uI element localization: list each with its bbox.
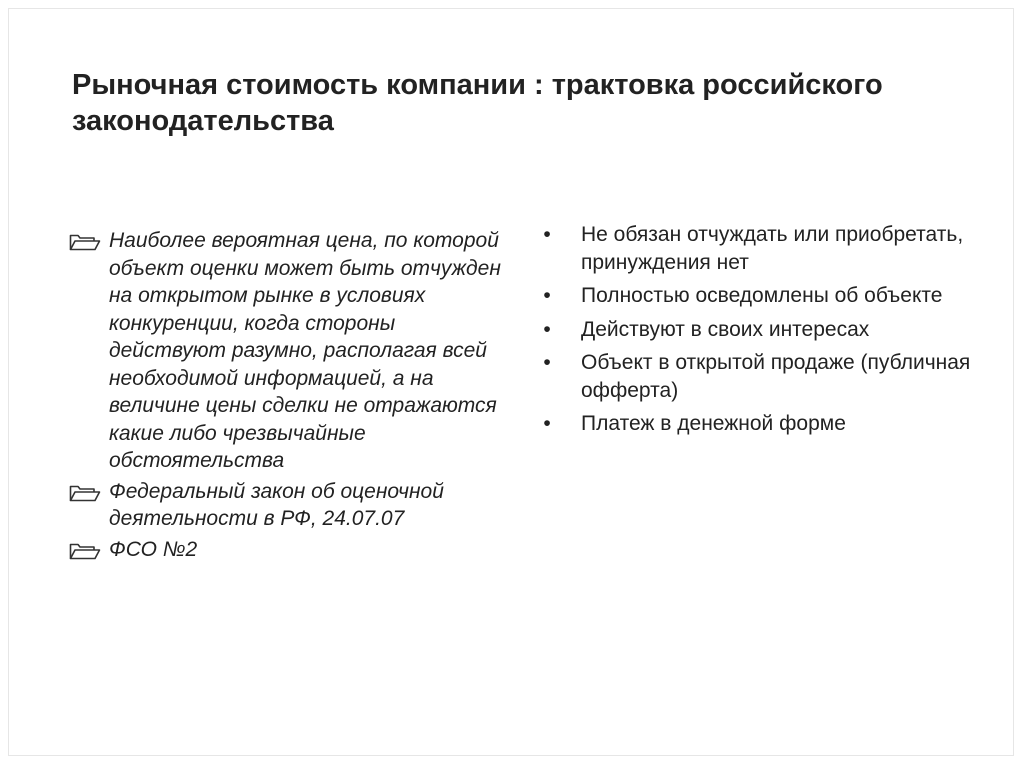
right-item-text: Полностью осведомлены об объекте bbox=[581, 284, 943, 307]
left-list-item bbox=[69, 478, 509, 533]
right-list-item bbox=[539, 282, 1009, 310]
open-folder-icon bbox=[69, 542, 101, 560]
slide bbox=[8, 8, 1014, 756]
left-item-text: Наиболее вероятная цена, по которой объект оценки может быть отчужден на открытом рынке в условиях конкуренции, когда стороны действуют разумно, располагая всей необходимой информацией, а на величине цены сделки не отражаются какие либо чрезвычайные обстоятельства bbox=[109, 229, 501, 472]
right-list-item bbox=[539, 221, 1009, 276]
open-folder-icon bbox=[69, 233, 101, 251]
bullet-icon: • bbox=[543, 317, 551, 341]
bullet-icon: • bbox=[543, 223, 551, 246]
left-list-item bbox=[69, 536, 509, 564]
open-folder-icon bbox=[69, 484, 101, 502]
right-list-item bbox=[539, 349, 1009, 404]
bullet-icon: • bbox=[543, 351, 551, 374]
left-list-item bbox=[69, 227, 509, 475]
slide-title: Рыночная стоимость компании : трактовка российского законодательства bbox=[72, 69, 883, 137]
right-list-item bbox=[539, 316, 1009, 344]
right-list-item bbox=[539, 410, 1009, 438]
right-item-text: Платеж в денежной форме bbox=[581, 412, 846, 435]
bullet-icon: • bbox=[543, 412, 551, 435]
left-item-text: Федеральный закон об оценочной деятельности в РФ, 24.07.07 bbox=[109, 479, 444, 530]
bullet-icon: • bbox=[543, 284, 551, 307]
right-item-text: Действуют в своих интересах bbox=[581, 317, 870, 341]
right-column bbox=[539, 221, 1009, 444]
right-item-text: Объект в открытой продаже (публичная офферта) bbox=[581, 351, 971, 402]
right-item-text: Не обязан отчуждать или приобретать, принуждения нет bbox=[581, 223, 964, 274]
left-column bbox=[69, 227, 509, 566]
left-item-text: ФСО №2 bbox=[109, 537, 198, 561]
